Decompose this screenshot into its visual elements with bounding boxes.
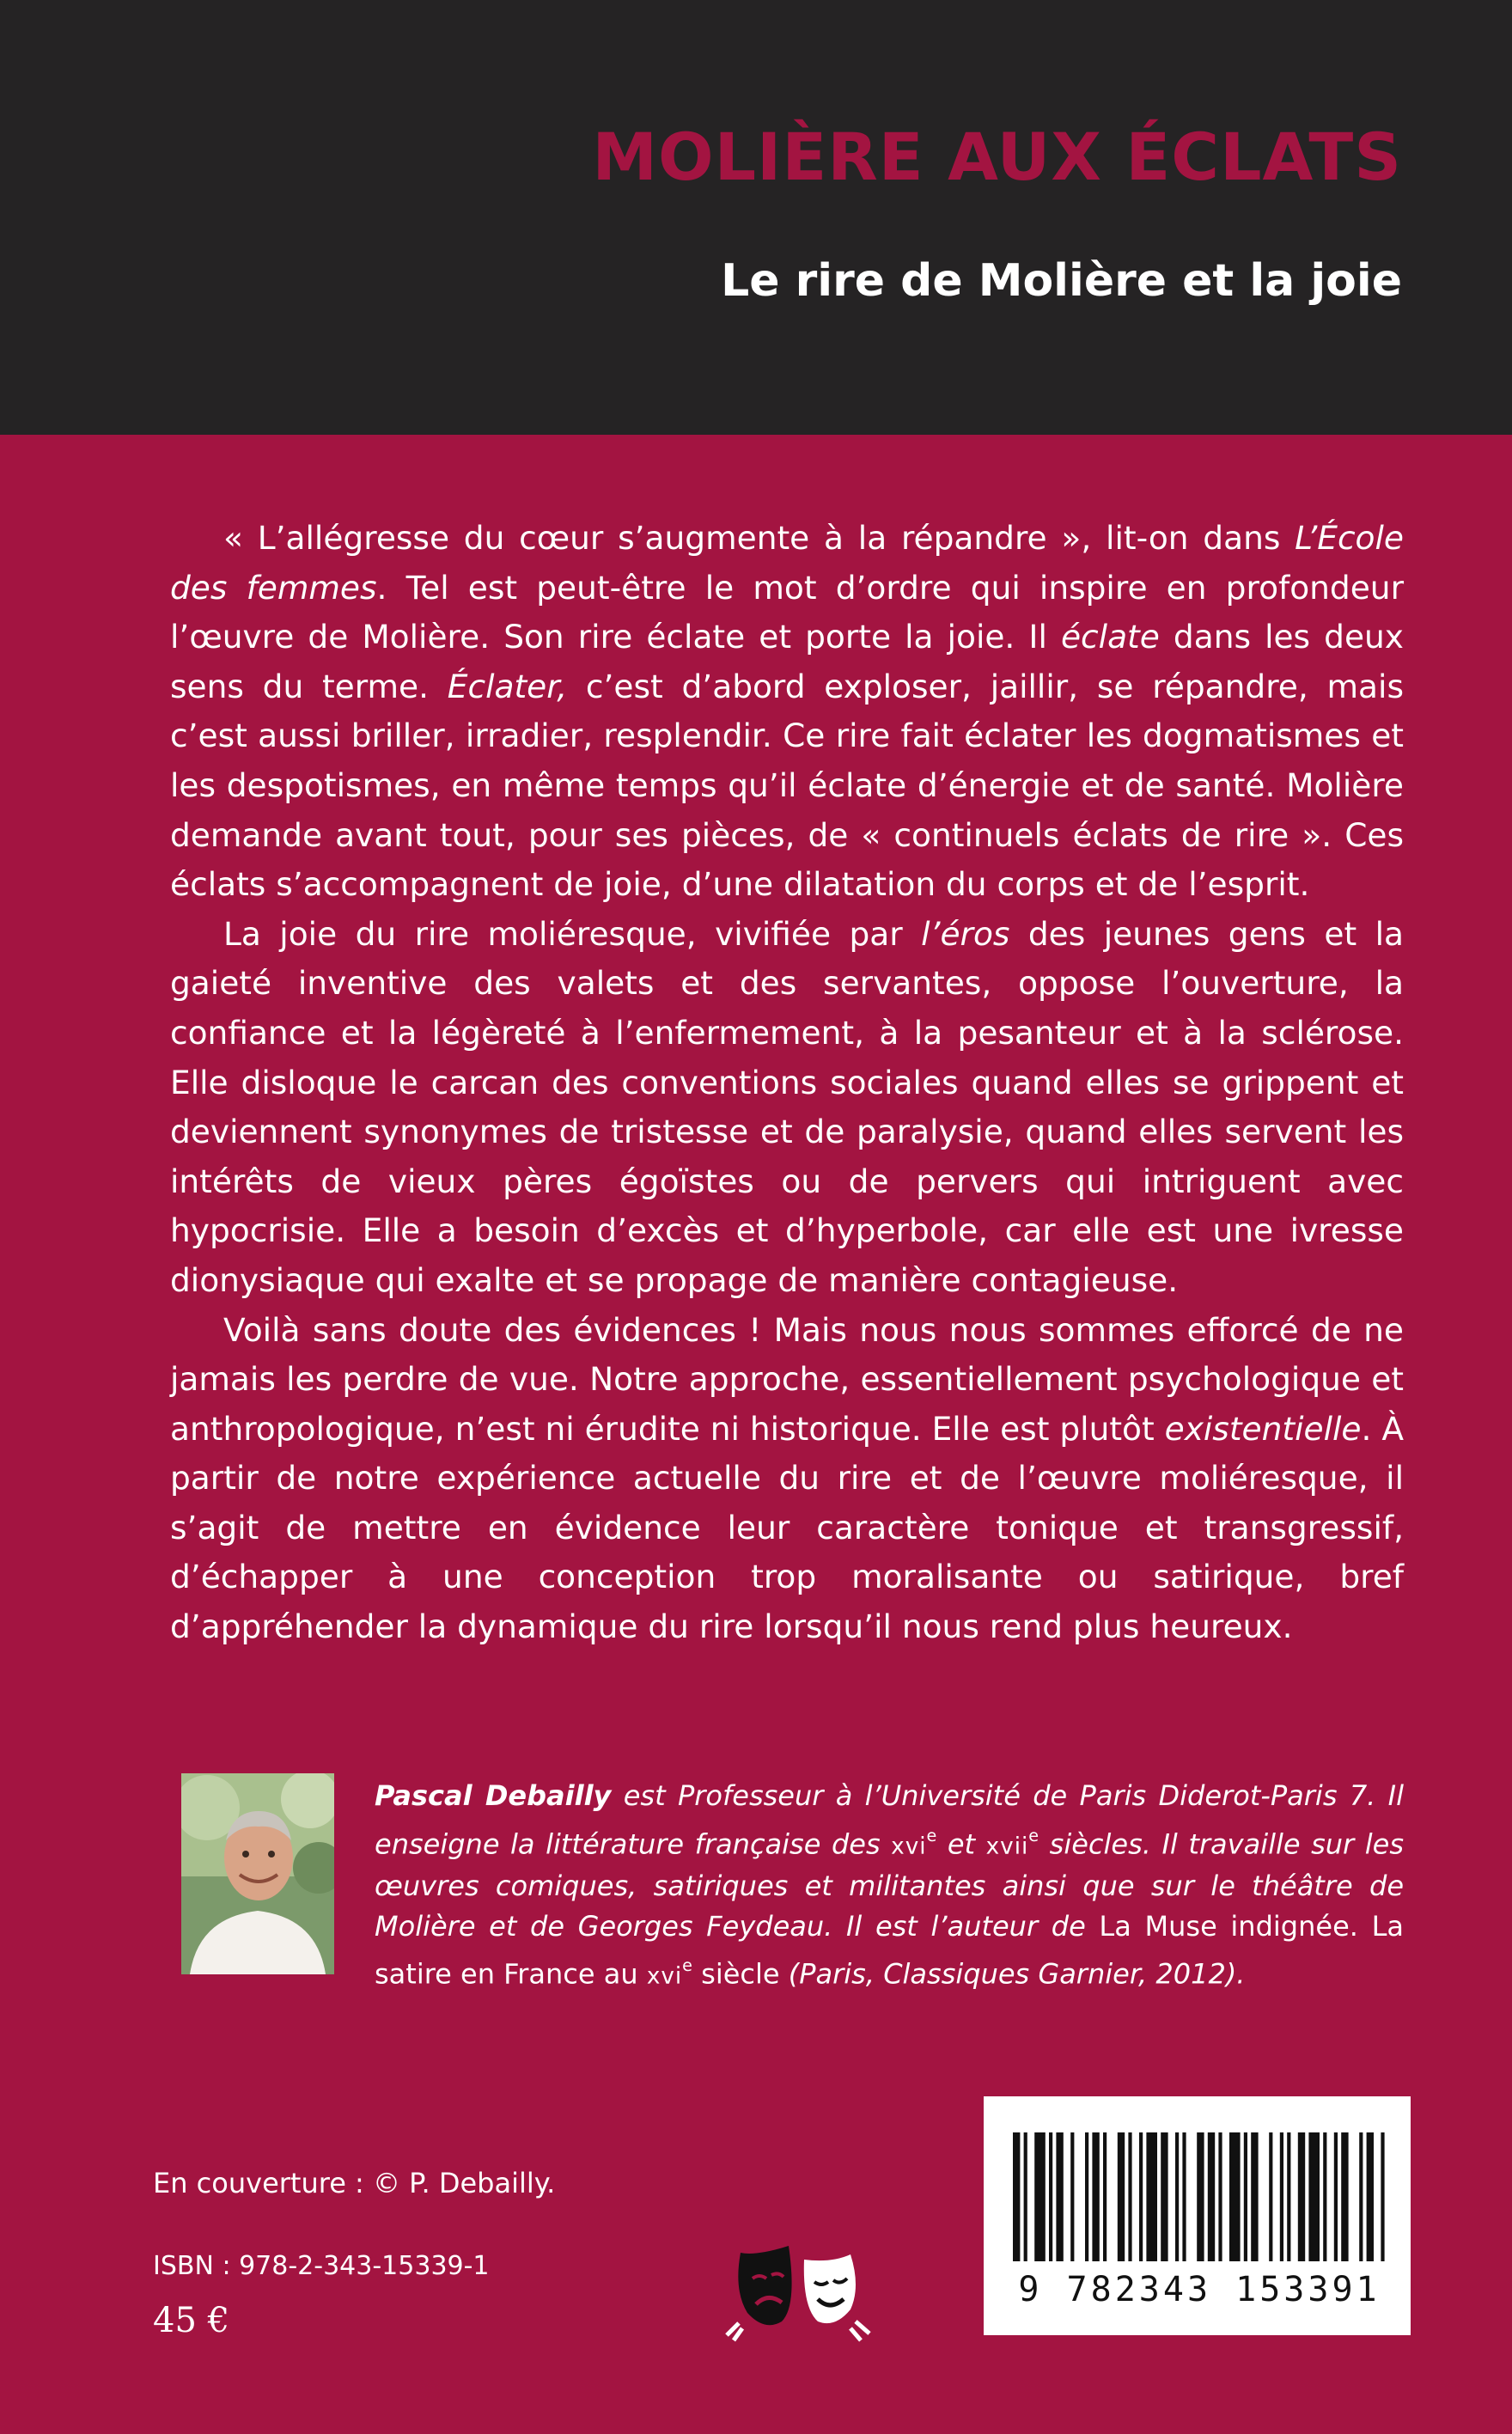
book-title-reference: La Muse indignée. La satire en France au xyxy=(375,1909,1405,1991)
back-cover-blurb xyxy=(170,514,1404,1652)
author-portrait-image xyxy=(181,1773,334,1974)
text-run: siècles. Il travaille sur les œuvres comiques, satiriques et militantes ainsi que sur le théâtre de Molière et de Georges Feydeau. Il est l’auteur de xyxy=(375,1827,1405,1943)
theatre-masks-icon xyxy=(722,2239,876,2346)
superscript: e xyxy=(1028,1825,1040,1845)
isbn: ISBN : 978-2-343-15339-1 xyxy=(153,2251,490,2281)
text-run: . À partir de notre expérience actuelle du rire et de l’œuvre moliéresque, il s’agit de mettre en évidence leur caractère tonique et transgressif, d’échapper à une conception trop moralisante ou satirique, bref d’appréhender la dynamique du rire lorsqu’il nous rend plus heureux. xyxy=(170,1409,1404,1646)
century-numeral: xvi xyxy=(891,1833,927,1859)
blurb-paragraph xyxy=(170,1306,1404,1652)
italic-run: l’éros xyxy=(921,914,1010,953)
book-title-reference: siècle xyxy=(692,1957,780,1991)
author-bio-text xyxy=(375,1776,1404,1997)
barcode-digits: 9 782343 153391 xyxy=(1018,2270,1381,2309)
italic-run: L’École des femmes xyxy=(170,519,1404,607)
header-band xyxy=(0,0,1512,435)
superscript: e xyxy=(926,1825,937,1845)
blurb-paragraph xyxy=(170,910,1404,1306)
century-numeral: xvi xyxy=(646,1963,683,1990)
century-numeral: xvii xyxy=(985,1833,1029,1859)
italic-run: éclate xyxy=(1060,618,1160,656)
text-run: dans les deux sens du terme. xyxy=(170,618,1404,705)
text-run: « L’allégresse du cœur s’augmente à la répandre », lit-on dans xyxy=(223,519,1296,557)
text-run: Voilà sans doute des évidences ! Mais nous nous sommes efforcé de ne jamais les perdre de vue. Notre approche, essentiellement psychologique et anthropologique, n’est ni érudite ni historique. Elle est plutôt xyxy=(170,1310,1404,1448)
italic-run: existentielle xyxy=(1164,1409,1362,1448)
book-title: MOLIÈRE AUX ÉCLATS xyxy=(592,119,1402,195)
text-run: (Paris, Classiques Garnier, 2012). xyxy=(779,1957,1246,1991)
blurb-paragraph xyxy=(170,514,1404,910)
text-run: . Tel est peut-être le mot d’ordre qui inspire en profondeur l’œuvre de Molière. Son rire éclate et porte la joie. Il xyxy=(170,568,1404,656)
text-run: et xyxy=(936,1827,986,1860)
author-bio xyxy=(375,1776,1404,1997)
cover-credit: En couverture : © P. Debailly. xyxy=(153,2167,556,2199)
book-subtitle: Le rire de Molière et la joie xyxy=(721,255,1402,307)
author-name: Pascal Debailly xyxy=(375,1779,612,1812)
superscript: e xyxy=(682,1955,692,1976)
price: 45 € xyxy=(153,2301,230,2340)
text-run: est Professeur à l’Université de Paris Diderot-Paris 7. Il enseigne la littérature française des xyxy=(375,1779,1405,1860)
italic-run: Éclater, xyxy=(447,667,568,705)
author-photo xyxy=(181,1773,334,1974)
text-run: La joie du rire moliéresque, vivifiée par xyxy=(223,914,922,953)
text-run: c’est d’abord exploser, jaillir, se répandre, mais c’est aussi briller, irradier, resplendir. Ce rire fait éclater les dogmatismes et les despotismes, en même temps qu’il éclate d’énergie et de santé. Molière demande avant tout, pour ses pièces, de « continuels éclats de rire ». Ces éclats s’accompagnent de joie, d’une dilatation du corps et de l’esprit. xyxy=(170,667,1404,904)
text-run: des jeunes gens et la gaieté inventive des valets et des servantes, oppose l’ouverture, la confiance et la légèreté à l’enfermement, à la pesanteur et à la sclérose. Elle disloque le carcan des conventions sociales quand elles se grippent et deviennent synonymes de tristesse et de paralysie, quand elles servent les intérêts de vieux pères égoïstes ou de pervers qui intriguent avec hypocrisie. Elle a besoin d’excès et d’hyperbole, car elle est une ivresse dionysiaque qui exalte et se propage de manière contagieuse. xyxy=(170,914,1404,1299)
